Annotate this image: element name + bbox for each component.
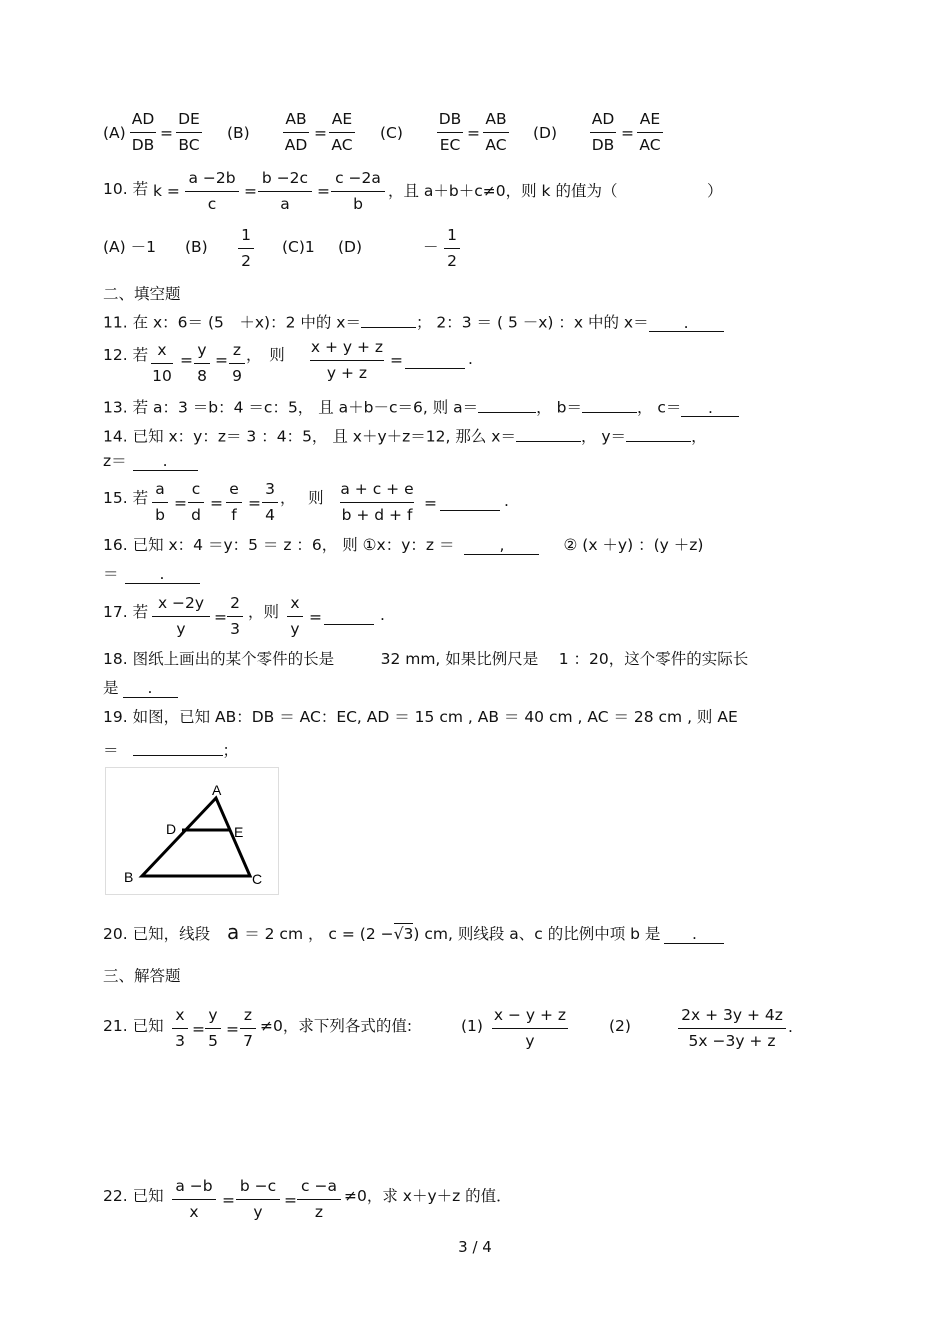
- q20-text-2: ＝ 2 cm ， c =: [244, 925, 355, 943]
- q15-prefix: 15. 若: [103, 489, 149, 507]
- q11-line: [103, 311, 724, 332]
- equals-sign: =: [210, 494, 223, 512]
- q9-c-fraction-1: DB EC: [438, 110, 462, 154]
- vertex-c-label: C: [252, 871, 263, 887]
- q10-option-d-fraction: 1 2: [444, 228, 460, 269]
- q20-c-close: ): [413, 925, 420, 943]
- q18-text-2: 是: [103, 679, 119, 697]
- q10-fraction-2: b −2c a: [258, 171, 312, 212]
- equals-sign: =: [314, 124, 327, 142]
- q11-text-1: 11. 在 x：6＝ (5 ＋x)：2 中的 x＝: [103, 313, 361, 332]
- q9-a-fraction-2: DE BC: [176, 112, 202, 153]
- q15-fraction-5: a + c + e b + d + f: [340, 480, 414, 524]
- section-fill-in-heading: 二、填空题: [103, 285, 181, 303]
- q16-line-2: [103, 567, 200, 584]
- q11-blank-2[interactable]: .: [649, 316, 724, 333]
- q10-prefix: 10. 若: [103, 180, 149, 198]
- vertex-b-label: B: [124, 869, 134, 885]
- q12-end: .: [468, 350, 473, 368]
- q12-then: ， 则: [246, 346, 285, 364]
- q15-end: .: [504, 492, 509, 510]
- q10-option-c: (C)1: [282, 238, 315, 256]
- q9-c-fraction-2: AB AC: [483, 112, 509, 153]
- q13-blank-b[interactable]: [582, 396, 637, 413]
- q19-blank[interactable]: [133, 739, 223, 756]
- vertex-d-label: D: [166, 821, 177, 837]
- q14-blank-y[interactable]: [626, 425, 691, 442]
- q20-blank[interactable]: .: [664, 927, 724, 944]
- q19-line-1: [103, 710, 738, 726]
- equals-sign: =: [248, 494, 261, 512]
- equals-sign: =: [244, 182, 257, 200]
- equals-sign: =: [222, 1191, 235, 1209]
- q14-text-2: ， y＝: [580, 427, 627, 446]
- q14-line-2: [103, 454, 198, 471]
- q21-condition: ≠0，求下列各式的值:: [260, 1017, 413, 1035]
- equals-sign: =: [467, 124, 480, 142]
- q20-text-3: cm, 则线段 a、c 的比例中项 b 是: [424, 925, 661, 943]
- q17-end: .: [380, 606, 385, 624]
- q22-fraction-1: a −b x: [172, 1179, 216, 1220]
- q18-line-2: [103, 681, 178, 698]
- q17-fraction-2: 2 3: [227, 596, 243, 637]
- equals-sign: =: [284, 1191, 297, 1209]
- q9-option-d-label: (D): [533, 124, 558, 142]
- equals-sign: =: [390, 351, 403, 369]
- q9-a-fraction-1: AD DB: [131, 110, 155, 154]
- q9-option-b-label: (B): [227, 124, 250, 142]
- q20-line: [103, 922, 724, 944]
- q11-blank-1[interactable]: [361, 311, 416, 328]
- q10-close-paren: ）: [707, 182, 723, 200]
- q21-end: .: [788, 1018, 793, 1036]
- section-solutions-heading: 三、解答题: [103, 967, 181, 985]
- q20-text-1: 20. 已知，线段: [103, 925, 211, 943]
- q13-text-3: ， c＝: [636, 398, 682, 417]
- page-number: 3 / 4: [458, 1238, 492, 1256]
- q12-fraction-4: x + y + z y + z: [310, 338, 384, 382]
- vertex-e-label: E: [234, 824, 244, 840]
- q10-option-b-label: (B): [185, 238, 208, 256]
- q13-text-2: ， b＝: [536, 398, 582, 417]
- q9-option-a-label: (A): [103, 124, 126, 142]
- equals-sign: =: [174, 494, 187, 512]
- q15-fraction-2: c d: [188, 482, 204, 523]
- q17-fraction-1: x −2y y: [152, 596, 210, 637]
- equals-sign: =: [309, 608, 322, 626]
- q9-d-fraction-1: AD DB: [591, 110, 615, 154]
- q16-text-3: ＝: [103, 565, 119, 583]
- q12-fraction-3: z 9: [229, 343, 245, 384]
- equals-sign: =: [180, 351, 193, 369]
- vertex-a-label: A: [212, 782, 222, 798]
- q21-fraction-2: y 5: [205, 1008, 221, 1049]
- equals-sign: =: [317, 182, 330, 200]
- q20-c-expr: (2 −: [359, 925, 394, 943]
- q14-blank-x[interactable]: [516, 425, 581, 442]
- q15-blank[interactable]: [440, 494, 500, 511]
- triangle-figure: [105, 767, 279, 895]
- q22-condition: ≠0，求 x＋y＋z 的值．: [344, 1187, 512, 1205]
- q17-blank[interactable]: [324, 608, 374, 625]
- q22-fraction-3: c −a z: [297, 1179, 341, 1220]
- q12-blank[interactable]: [405, 352, 465, 369]
- q10-condition: ，且 a＋b＋c≠0，则 k 的值为（: [388, 182, 618, 200]
- q14-text-3: ，: [691, 427, 707, 446]
- q21-fraction-3: z 7: [240, 1008, 256, 1049]
- q19-line-2: [103, 739, 238, 759]
- q18-text-1: 18. 图纸上画出的某个零件的长是 32 mm, 如果比例尺是 1 ：20，这个零件的实际长: [103, 650, 749, 668]
- q17-prefix: 17. 若: [103, 603, 149, 621]
- q16-line-1: [103, 538, 703, 555]
- q10-option-d-sign: －: [423, 238, 439, 256]
- q18-line-1: [103, 652, 748, 668]
- q16-blank-1[interactable]: ,: [464, 538, 539, 555]
- q16-text-1: 16. 已知 x：4 ＝y：5 ＝ z ：6， 则 ①x：y：z ＝: [103, 536, 455, 554]
- q13-blank-a[interactable]: [478, 396, 536, 413]
- q19-text-1: 19. 如图，已知 AB：DB ＝ AC：EC, AD ＝ 15 cm , AB ＝ 40 cm , AC ＝ 28 cm , 则 AE: [103, 708, 738, 726]
- q21-prefix: 21. 已知: [103, 1017, 164, 1035]
- q15-fraction-1: a b: [152, 482, 168, 523]
- q12-fraction-1: x 10: [152, 341, 172, 385]
- q10-fraction-1: a −2b c: [185, 171, 239, 212]
- q18-blank[interactable]: .: [123, 681, 178, 698]
- q17-then: ，则: [248, 603, 280, 621]
- q15-fraction-4: 3 4: [262, 482, 278, 523]
- q13-blank-c[interactable]: .: [681, 401, 739, 418]
- q11-text-2: ； 2：3 ＝ ( 5 －x) ：x 中的 x＝: [415, 313, 649, 332]
- q15-fraction-3: e f: [226, 482, 242, 523]
- q9-option-c-label: (C): [380, 124, 403, 142]
- q21-fraction-1: x 3: [172, 1008, 188, 1049]
- q14-text-1: 14. 已知 x：y：z＝ 3 ：4：5， 且 x＋y＋z＝12, 那么 x＝: [103, 427, 516, 446]
- equals-sign: =: [424, 494, 437, 512]
- q14-line-1: [103, 425, 707, 445]
- q10-fraction-3: c −2a b: [331, 171, 385, 212]
- q10-option-d-label: (D): [338, 238, 363, 256]
- q13-text-1: 13. 若 a：3 ＝b：4 ＝c：5， 且 a＋b－c＝6, 则 a＝: [103, 398, 479, 417]
- q21-expression-1: x − y + z y: [493, 1006, 567, 1050]
- q10-option-a: (A) －1: [103, 238, 156, 256]
- q21-part-2-label: (2): [609, 1017, 631, 1035]
- q19-end: ；: [222, 741, 239, 760]
- q14-blank-z[interactable]: .: [133, 454, 198, 471]
- q9-d-fraction-2: AE AC: [637, 112, 663, 153]
- q9-b-fraction-2: AE AC: [329, 112, 355, 153]
- q10-k: k =: [153, 182, 180, 200]
- equals-sign: =: [160, 124, 173, 142]
- q15-then: ， 则: [280, 489, 324, 507]
- q17-fraction-3: x y: [287, 596, 303, 637]
- equals-sign: =: [214, 608, 227, 626]
- equals-sign: =: [192, 1020, 205, 1038]
- equals-sign: =: [215, 351, 228, 369]
- triangle-diagram: [106, 768, 278, 894]
- q9-b-fraction-1: AB AD: [284, 110, 308, 154]
- q12-prefix: 12. 若: [103, 346, 149, 364]
- q12-fraction-2: y 8: [194, 343, 210, 384]
- q20-sqrt: √3: [393, 925, 414, 943]
- q21-part-1-label: (1): [461, 1017, 483, 1035]
- q10-option-b-fraction: 1 2: [238, 228, 254, 269]
- q22-fraction-2: b −c y: [236, 1179, 280, 1220]
- q13-line: [103, 396, 739, 417]
- q14-text-4: z＝: [103, 452, 127, 470]
- q21-expression-2: 2x + 3y + 4z 5x −3y + z: [678, 1008, 786, 1049]
- q19-text-2: ＝: [103, 741, 119, 760]
- equals-sign: =: [226, 1020, 239, 1038]
- q20-a-symbol: a: [227, 920, 240, 944]
- q16-blank-2[interactable]: .: [125, 567, 200, 584]
- q16-text-2: ② (x ＋y) ：(y ＋z): [563, 536, 704, 554]
- equals-sign: =: [621, 124, 634, 142]
- q22-prefix: 22. 已知: [103, 1187, 164, 1205]
